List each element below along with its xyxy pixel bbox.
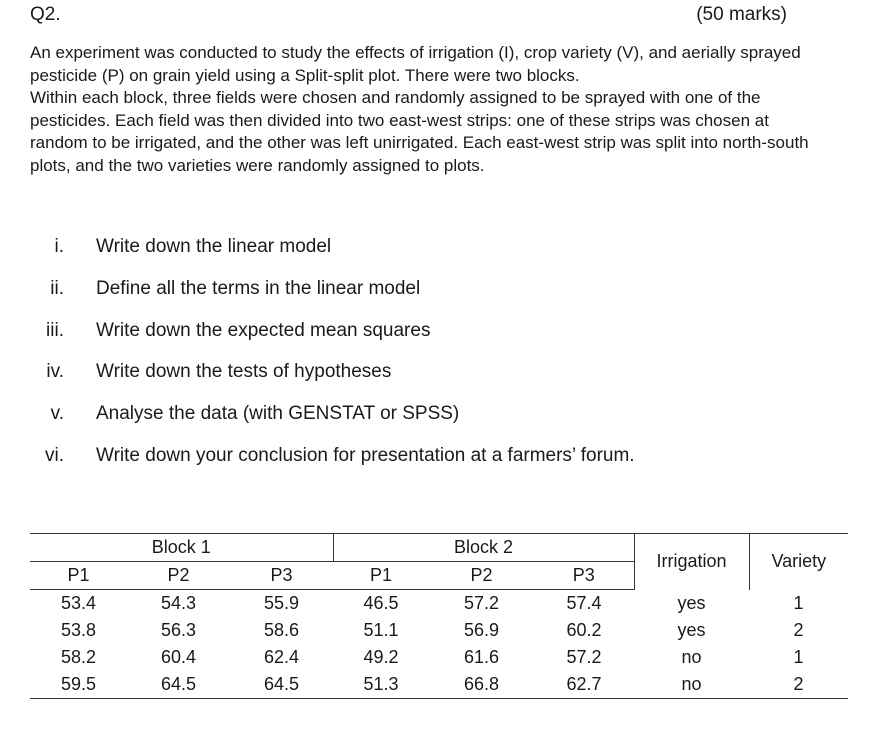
table-cell: yes xyxy=(677,620,706,640)
task-item xyxy=(30,403,830,445)
table-cell: 62.7 xyxy=(534,671,634,699)
table-cell: 2 xyxy=(793,620,804,640)
table-cell: 57.4 xyxy=(566,593,602,613)
pesticide-header: P2 xyxy=(127,562,230,590)
pesticide-header: P1 xyxy=(333,562,429,590)
task-text: Write down the tests of hypotheses xyxy=(96,361,392,383)
table-cell: 1 xyxy=(793,592,804,613)
table-cell: 62.4 xyxy=(263,647,300,667)
question-marks: (50 marks) xyxy=(696,4,787,25)
task-item xyxy=(30,361,830,403)
task-number: iv. xyxy=(46,361,64,383)
block-2-header: Block 2 xyxy=(333,534,634,562)
task-item xyxy=(30,320,830,362)
table-row xyxy=(30,671,848,699)
task-number: ii. xyxy=(50,277,64,299)
table-cell: 2 xyxy=(749,671,848,699)
table-cell: 56.9 xyxy=(463,620,500,640)
table-cell: 56.3 xyxy=(160,620,197,640)
table-cell: 46.5 xyxy=(363,593,399,613)
table-cell: 1 xyxy=(793,647,804,667)
task-number: iii. xyxy=(46,319,64,341)
table-cell: 55.9 xyxy=(263,593,300,613)
table-cell: 64.5 xyxy=(127,671,230,699)
table-cell: yes xyxy=(677,592,706,613)
yield-data-table xyxy=(30,533,848,699)
table-cell: 51.1 xyxy=(363,620,399,640)
task-list xyxy=(30,236,830,487)
intro-paragraph-1: An experiment was conducted to study the effects of irrigation (I), crop variety (V), and aerially sprayed pesticide (P) on grain yield using a Split-split plot. There were two blocks. xyxy=(30,43,801,85)
table-cell: 58.6 xyxy=(263,620,300,640)
intro-paragraph-2: Within each block, three fields were chosen and randomly assigned to be sprayed with one of the pesticides. Each field was then divided into two east-west strips: one of these strips was chosen at random to be irrigated, and the other was left unirrigated. Each east-west strip was split into north-south plots, and the two varieties were randomly assigned to plots. xyxy=(30,88,809,175)
task-item xyxy=(30,278,830,320)
table-cell: 51.3 xyxy=(333,671,429,699)
table-cell: 66.8 xyxy=(429,671,534,699)
pesticide-header: P3 xyxy=(534,562,634,590)
table-cell: 60.2 xyxy=(566,620,602,640)
table-cell: 60.4 xyxy=(160,647,197,667)
question-header xyxy=(30,4,787,30)
task-text: Write down the expected mean squares xyxy=(96,319,431,341)
task-text: Analyse the data (with GENSTAT or SPSS) xyxy=(96,403,460,425)
pesticide-header: P2 xyxy=(429,562,534,590)
table-cell: no xyxy=(681,647,702,667)
table-cell: 53.4 xyxy=(60,593,97,613)
task-number: vi. xyxy=(45,444,64,466)
table-row xyxy=(30,617,848,644)
table-cell: 57.2 xyxy=(566,647,602,667)
question-number: Q2. xyxy=(30,4,61,25)
table-header-row xyxy=(30,534,848,562)
table-row xyxy=(30,590,848,618)
task-text: Write down your conclusion for presentation at a farmers’ forum. xyxy=(96,444,635,466)
block-1-header: Block 1 xyxy=(30,534,333,562)
table-cell: 61.6 xyxy=(463,647,500,667)
table-cell: 53.8 xyxy=(60,620,97,640)
table-cell: 58.2 xyxy=(60,647,97,667)
table-cell: no xyxy=(634,671,749,699)
table-cell: 64.5 xyxy=(230,671,333,699)
task-text: Define all the terms in the linear model xyxy=(96,277,421,299)
task-item xyxy=(30,236,830,278)
task-item xyxy=(30,445,830,487)
task-text: Write down the linear model xyxy=(96,236,332,257)
table-cell: 54.3 xyxy=(160,593,197,613)
task-number: i. xyxy=(54,236,64,257)
table-cell: 59.5 xyxy=(30,671,127,699)
table-cell: 57.2 xyxy=(463,593,500,613)
table-cell: 49.2 xyxy=(363,647,399,667)
pesticide-header: P1 xyxy=(30,562,127,590)
table-row xyxy=(30,644,848,671)
question-intro xyxy=(30,42,820,178)
task-number: v. xyxy=(50,403,64,425)
irrigation-header: Irrigation xyxy=(634,534,749,590)
pesticide-header: P3 xyxy=(230,562,333,590)
variety-header: Variety xyxy=(749,534,848,590)
